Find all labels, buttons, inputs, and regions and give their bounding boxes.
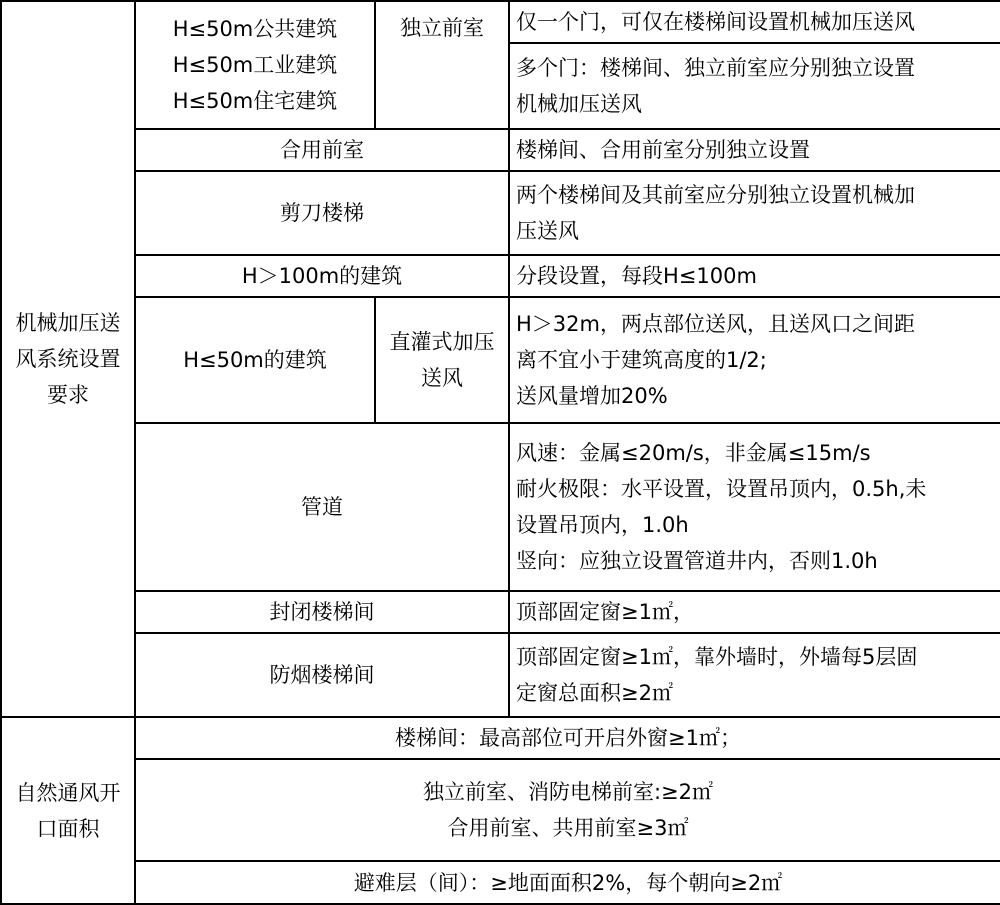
label-line: 要求 xyxy=(47,383,89,407)
shared-anteroom-requirement: 楼梯间、合用前室分别独立设置 xyxy=(509,129,1000,171)
text-line: 风速：金属≤20m/s，非金属≤15m/s xyxy=(516,441,871,465)
label-line: 口面积 xyxy=(36,816,100,841)
direct-fill-cell xyxy=(375,297,509,423)
text-line: 设置吊顶内，1.0h xyxy=(516,513,689,537)
natural-ventilation-label xyxy=(1,717,135,904)
text-line: 离不宜小于建筑高度的1/2; xyxy=(516,348,767,372)
text-line: 压送风 xyxy=(516,219,579,243)
multi-door-requirement xyxy=(509,43,1000,129)
text-line: 多个门：楼梯间、独立前室应分别独立设置 xyxy=(516,56,915,80)
closed-stair-cell: 封闭楼梯间 xyxy=(135,591,509,633)
label-line: 风系统设置 xyxy=(15,347,121,371)
text-line: 顶部固定窗≥1㎡，靠外墙时，外墙每5层固 xyxy=(516,645,918,669)
independent-anteroom-cell: 独立前室 xyxy=(375,1,509,129)
duct-requirement xyxy=(509,423,1000,591)
natural-stair-requirement: 楼梯间：最高部位可开启外窗≥1㎡； xyxy=(135,717,1000,759)
text-line: H＞32m，两点部位送风，且送风口之间距 xyxy=(516,312,915,336)
text-line: 耐火极限：水平设置，设置吊顶内，0.5h,未 xyxy=(516,477,927,501)
direct-fill-requirement xyxy=(509,297,1000,423)
text-line: 直灌式加压 xyxy=(389,330,495,354)
text-line: 两个楼梯间及其前室应分别独立设置机械加 xyxy=(516,183,915,207)
smokeproof-stair-cell: 防烟楼梯间 xyxy=(135,633,509,717)
duct-cell: 管道 xyxy=(135,423,509,591)
closed-stair-requirement: 顶部固定窗≥1㎡， xyxy=(509,591,1000,633)
natural-anteroom-requirement xyxy=(135,759,1000,861)
one-door-requirement: 仅一个门，可仅在楼梯间设置机械加压送风 xyxy=(509,1,1000,43)
text-line: 机械加压送风 xyxy=(516,92,642,116)
refuge-floor-requirement: 避难层（间）：≥地面面积2%，每个朝向≥2㎡ xyxy=(135,861,1000,904)
h100-building-cell: H＞100m的建筑 xyxy=(135,255,509,297)
text-line: 独立前室、消防电梯前室:≥2㎡ xyxy=(422,780,714,804)
building-type: H≤50m公共建筑 xyxy=(172,17,338,41)
scissor-stair-requirement xyxy=(509,171,1000,255)
text-line: 送风量增加20% xyxy=(516,384,668,408)
scissor-stair-cell: 剪刀楼梯 xyxy=(135,171,509,255)
h100-requirement: 分段设置，每段H≤100m xyxy=(509,255,1000,297)
mech-pressurization-label xyxy=(1,1,135,717)
building-type: H≤50m住宅建筑 xyxy=(172,89,338,113)
label-line: 自然通风开 xyxy=(15,780,121,805)
label-line: 机械加压送 xyxy=(15,311,121,335)
text-line: 合用前室、共用前室≥3㎡ xyxy=(447,816,689,840)
shared-anteroom-cell: 合用前室 xyxy=(135,129,509,171)
h50-building-cell: H≤50m的建筑 xyxy=(135,297,375,423)
building-type: H≤50m工业建筑 xyxy=(172,53,338,77)
text-line: 送风 xyxy=(421,366,463,390)
smokeproof-stair-requirement xyxy=(509,633,1000,717)
text-line: 定窗总面积≥2㎡ xyxy=(516,681,673,705)
text-line: 竖向：应独立设置管道井内，否则1.0h xyxy=(516,549,878,573)
h50-building-types xyxy=(135,1,375,129)
